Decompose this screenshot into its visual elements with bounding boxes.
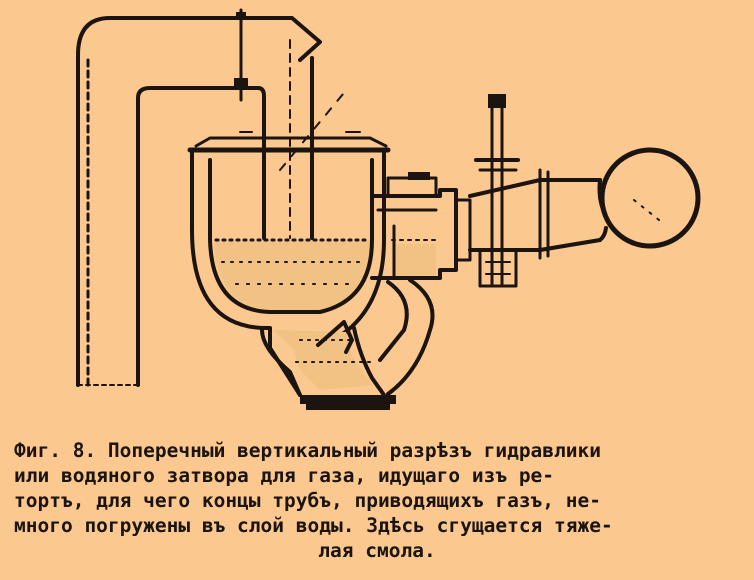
- left-dip-pipe: [78, 10, 348, 385]
- caption-line-4: много погружены въ слой воды. Здѣсь сгущается тяже-: [14, 514, 613, 537]
- gas-main-circle: [600, 150, 699, 246]
- caption-line-1: Фиг. 8. Поперечный вертикальный разрѣзъ гидравлики: [14, 439, 601, 462]
- caption-line-3: тортъ, для чего концы трубъ, приводящихъ газъ, не-: [14, 489, 601, 512]
- caption-line-5: лая смола.: [318, 539, 436, 562]
- side-connection: [372, 172, 470, 278]
- figure-caption: [14, 438, 740, 563]
- caption-line-2: или водяного затвора для газа, идущаго изъ ре-: [14, 464, 555, 487]
- gas-outlet-pipe: [470, 94, 600, 286]
